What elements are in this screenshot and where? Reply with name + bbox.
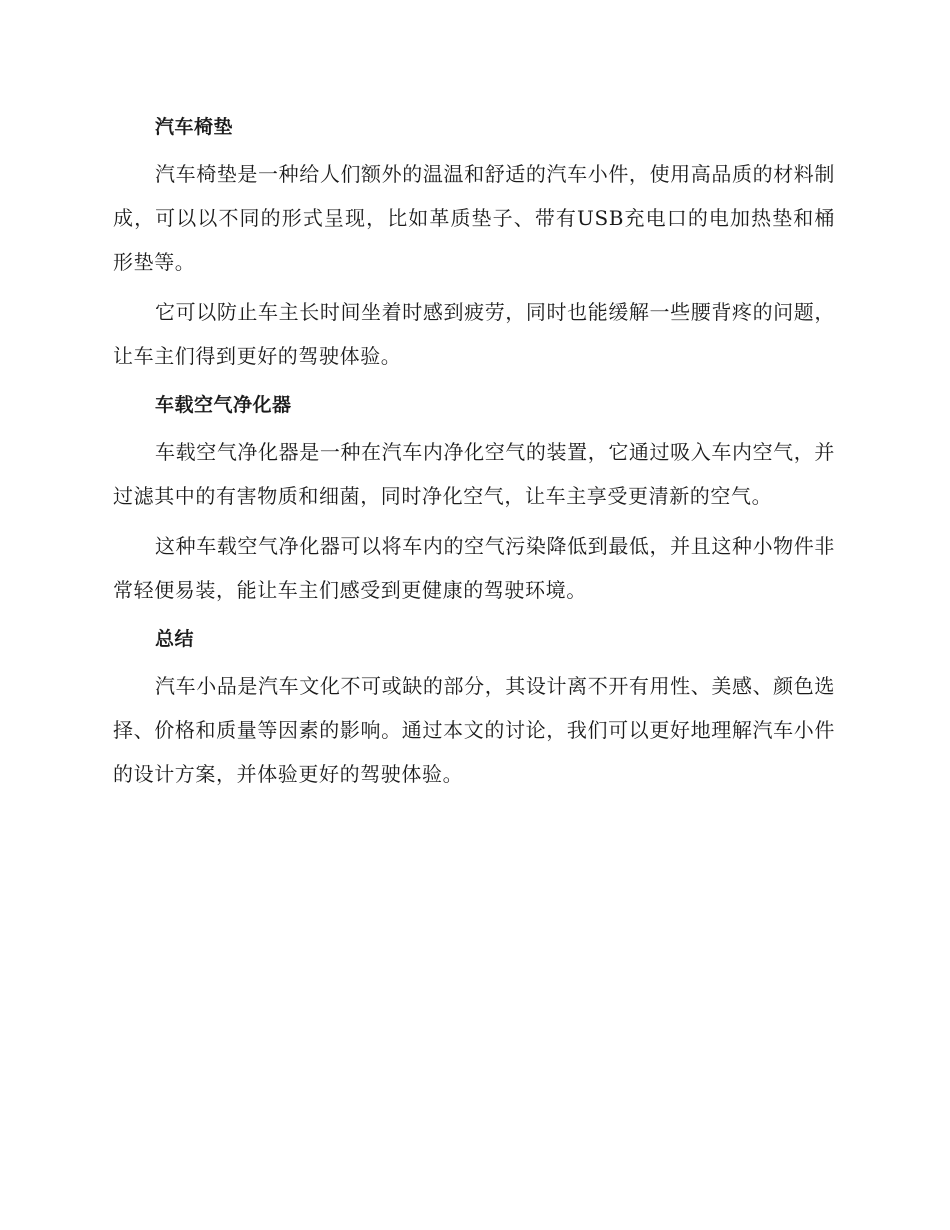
paragraph: 它可以防止车主长时间坐着时感到疲劳，同时也能缓解一些腰背疼的问题，让车主们得到更好的驾驶体验。 [113, 300, 835, 368]
document-page [113, 106, 835, 802]
paragraph: 车载空气净化器是一种在汽车内净化空气的装置，它通过吸入车内空气，并过滤其中的有害物质和细菌，同时净化空气，让车主享受更清新的空气。 [113, 440, 835, 508]
paragraph: 这种车载空气净化器可以将车内的空气污染降低到最低，并且这种小物件非常轻便易装，能让车主们感受到更健康的驾驶环境。 [113, 534, 835, 602]
section-title-summary: 总结 [155, 628, 195, 650]
section-title-seat-cushion: 汽车椅垫 [155, 116, 234, 138]
section-title-air-purifier: 车载空气净化器 [155, 394, 292, 416]
paragraph: 汽车小品是汽车文化不可或缺的部分，其设计离不开有用性、美感、颜色选择、价格和质量等因素的影响。通过本文的讨论，我们可以更好地理解汽车小件的设计方案，并体验更好的驾驶体验。 [113, 674, 835, 786]
paragraph: 汽车椅垫是一种给人们额外的温温和舒适的汽车小件，使用高品质的材料制成，可以以不同的形式呈现，比如革质垫子、带有USB充电口的电加热垫和桶形垫等。 [113, 162, 835, 274]
